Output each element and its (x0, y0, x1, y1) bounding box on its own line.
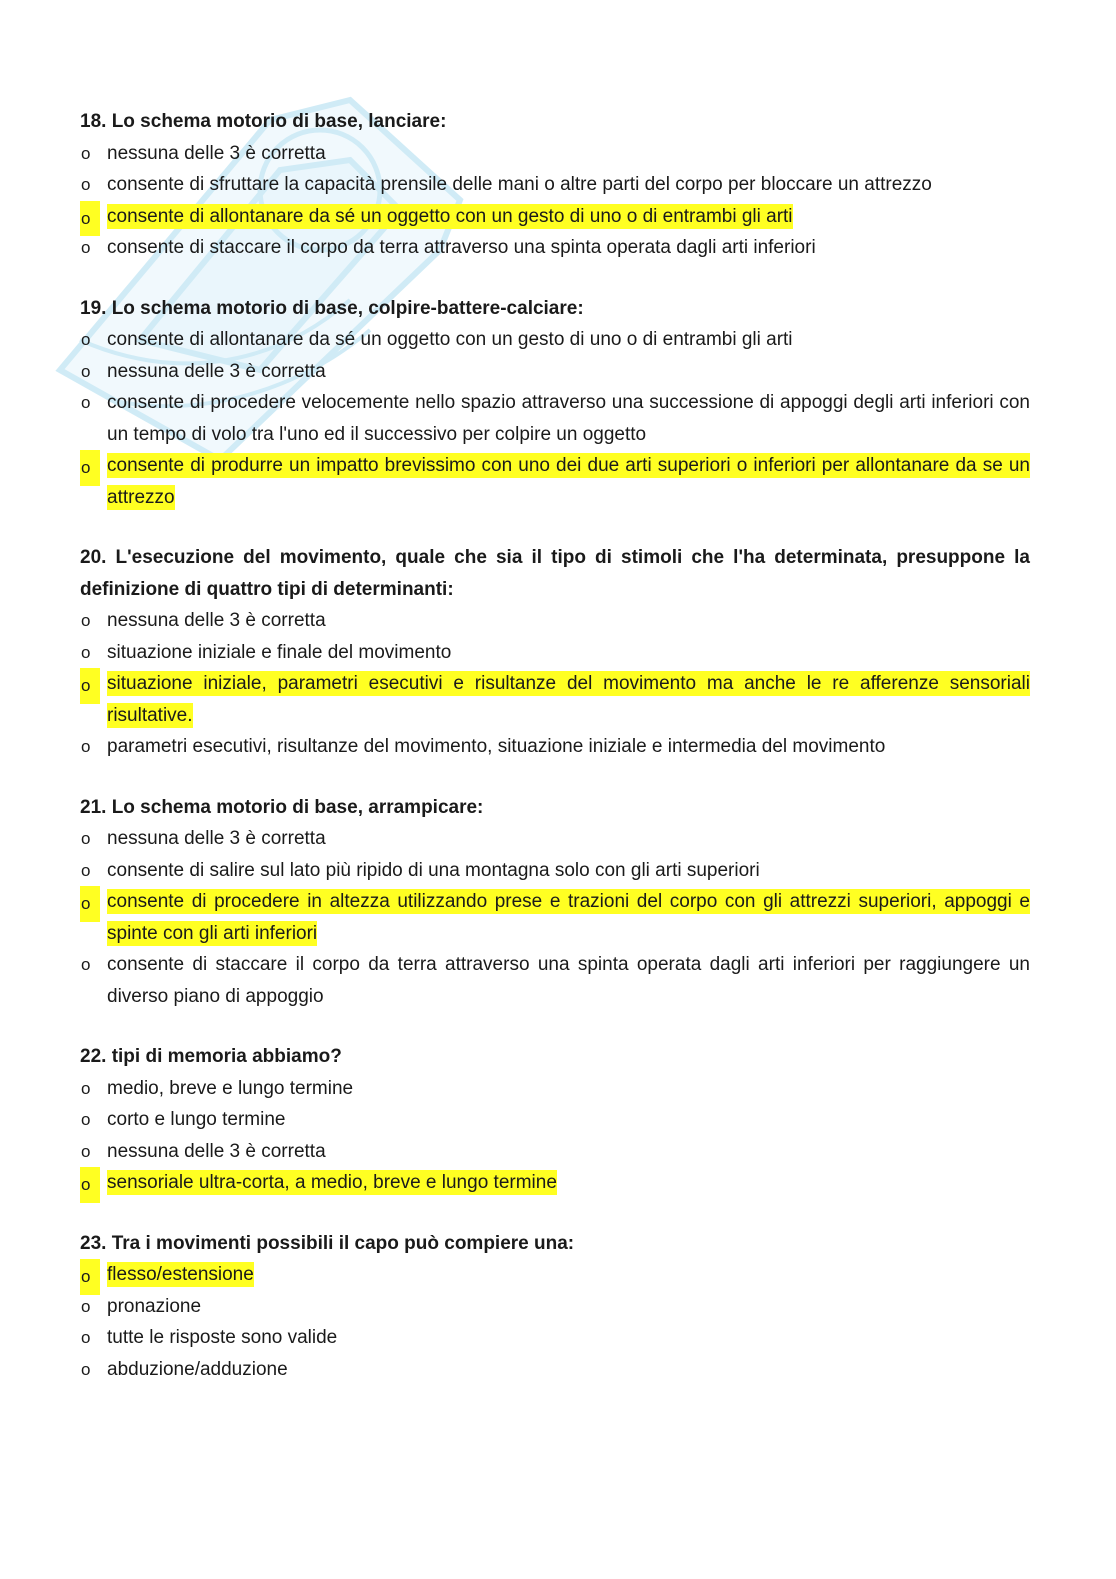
circle-bullet-icon: o (81, 175, 91, 194)
circle-bullet-icon: o (81, 1078, 91, 1098)
question-20 (80, 542, 1030, 763)
answer-option (80, 823, 1030, 855)
answer-option-correct (80, 450, 1030, 513)
answer-option (80, 949, 1030, 1012)
question-title: 18. Lo schema motorio di base, lanciare: (80, 111, 447, 132)
answer-text: pronazione (107, 1295, 202, 1317)
question-18 (80, 106, 1030, 264)
answer-option (80, 731, 1030, 763)
answer-option-correct (80, 668, 1030, 731)
answer-option-correct (80, 886, 1030, 949)
answer-text: consente di salire sul lato più ripido di una montagna solo con gli arti superiori (107, 859, 760, 881)
answer-option (80, 356, 1030, 388)
answer-option (80, 1073, 1030, 1105)
answer-option (80, 637, 1030, 669)
question-title: 22. tipi di memoria abbiamo? (80, 1046, 342, 1067)
circle-bullet-icon: o (81, 642, 91, 662)
answer-options (80, 1259, 1030, 1385)
circle-bullet-icon: o (80, 886, 100, 922)
question-title: 20. L'esecuzione del movimento, quale che sia il tipo di stimoli che l'ha determinata, presuppone la definizione di quattro tipi di determinanti: (80, 547, 1030, 600)
circle-bullet-icon: o (80, 1167, 100, 1203)
circle-bullet-icon: o (81, 860, 91, 880)
answer-option-correct (80, 201, 1030, 233)
circle-bullet-icon: o (81, 1141, 91, 1161)
answer-options (80, 823, 1030, 1012)
answer-option (80, 855, 1030, 887)
circle-bullet-icon: o (81, 238, 91, 257)
answer-text: situazione iniziale e finale del movimento (107, 641, 452, 663)
answer-option-correct (80, 1167, 1030, 1199)
answer-text: consente di staccare il corpo da terra attraverso una spinta operata dagli arti inferiori per raggiungere un diverso piano di appoggio (107, 954, 1030, 1007)
answer-option (80, 605, 1030, 637)
answer-options (80, 605, 1030, 763)
circle-bullet-icon: o (81, 829, 91, 848)
answer-text: parametri esecutivi, risultanze del movimento, situazione iniziale e intermedia del movimento (107, 736, 886, 757)
circle-bullet-icon: o (81, 330, 91, 349)
circle-bullet-icon: o (81, 361, 91, 381)
question-19 (80, 293, 1030, 514)
circle-bullet-icon: o (81, 393, 91, 412)
answer-option (80, 1104, 1030, 1136)
answer-options (80, 138, 1030, 264)
answer-options (80, 324, 1030, 513)
circle-bullet-icon: o (80, 201, 100, 237)
answer-option (80, 169, 1030, 201)
answer-text: nessuna delle 3 è corretta (107, 360, 326, 382)
circle-bullet-icon: o (81, 1328, 91, 1347)
answer-text: consente di procedere velocemente nello spazio attraverso una successione di appoggi degli arti inferiori con un tempo di volo tra l'uno ed il successivo per colpire un oggetto (107, 392, 1030, 445)
answer-option (80, 232, 1030, 264)
circle-bullet-icon: o (81, 1359, 91, 1379)
question-title: 23. Tra i movimenti possibili il capo può compiere una: (80, 1232, 575, 1254)
answer-text: medio, breve e lungo termine (107, 1077, 354, 1099)
answer-text: consente di procedere in altezza utilizzando prese e trazioni del corpo con gli attrezzi superiori, appoggi e spinte con gli arti inferiori (107, 891, 1030, 944)
answer-text: nessuna delle 3 è corretta (107, 828, 326, 849)
answer-option (80, 1322, 1030, 1354)
answer-text: abduzione/adduzione (107, 1358, 288, 1380)
question-title: 19. Lo schema motorio di base, colpire-battere-calciare: (80, 297, 584, 319)
answer-text: nessuna delle 3 è corretta (107, 142, 326, 164)
circle-bullet-icon: o (81, 1296, 91, 1316)
answer-option (80, 1136, 1030, 1168)
answer-text: corto e lungo termine (107, 1109, 286, 1130)
answer-text: consente di allontanare da sé un oggetto con un gesto di uno o di entrambi gli arti (107, 329, 793, 350)
answer-options (80, 1073, 1030, 1199)
question-22 (80, 1041, 1030, 1199)
answer-text: situazione iniziale, parametri esecutivi e risultanze del movimento ma anche le re afferenze sensoriali risultative. (107, 673, 1030, 726)
circle-bullet-icon: o (81, 1110, 91, 1129)
answer-text: nessuna delle 3 è corretta (107, 1140, 326, 1162)
circle-bullet-icon: o (80, 1259, 100, 1295)
question-23 (80, 1228, 1030, 1386)
circle-bullet-icon: o (81, 143, 91, 163)
answer-text: flesso/estensione (107, 1264, 254, 1285)
answer-text: nessuna delle 3 è corretta (107, 610, 326, 631)
answer-option (80, 138, 1030, 170)
answer-option (80, 387, 1030, 450)
document-body (80, 106, 1030, 1414)
answer-option (80, 1291, 1030, 1323)
answer-text: tutte le risposte sono valide (107, 1327, 338, 1348)
circle-bullet-icon: o (80, 668, 100, 704)
question-21 (80, 792, 1030, 1013)
answer-option (80, 1354, 1030, 1386)
answer-text: consente di produrre un impatto brevissimo con uno dei due arti superiori o inferiori per allontanare da se un attrezzo (107, 455, 1030, 508)
circle-bullet-icon: o (81, 955, 91, 974)
answer-text: consente di sfruttare la capacità prensile delle mani o altre parti del corpo per bloccare un attrezzo (107, 174, 932, 195)
answer-text: sensoriale ultra-corta, a medio, breve e lungo termine (107, 1172, 557, 1193)
circle-bullet-icon: o (81, 737, 91, 756)
answer-option (80, 324, 1030, 356)
circle-bullet-icon: o (81, 611, 91, 630)
circle-bullet-icon: o (80, 450, 100, 486)
question-title: 21. Lo schema motorio di base, arrampicare: (80, 796, 484, 818)
answer-text: consente di allontanare da sé un oggetto con un gesto di uno o di entrambi gli arti (107, 205, 793, 227)
answer-option-correct (80, 1259, 1030, 1291)
answer-text: consente di staccare il corpo da terra attraverso una spinta operata dagli arti inferiori (107, 237, 816, 258)
